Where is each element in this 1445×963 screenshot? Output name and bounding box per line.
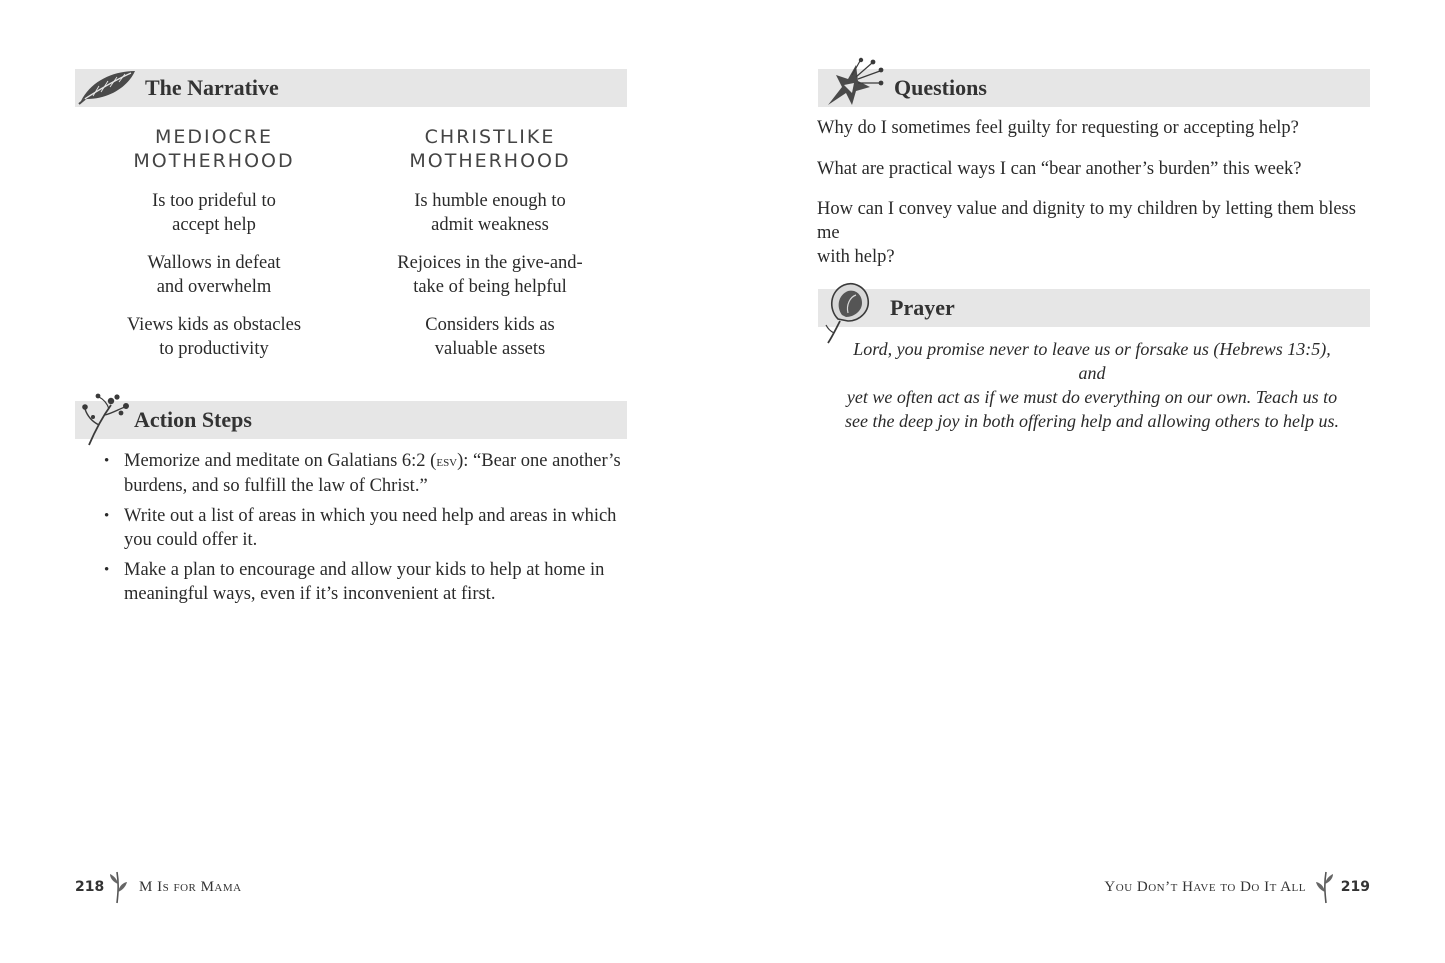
item-line: Wallows in defeat [147,253,281,273]
christlike-item [370,313,610,361]
item-line: Is too prideful to [152,191,276,211]
mediocre-motherhood-heading [94,125,334,173]
item-line: you could offer it. [124,530,258,550]
bullet-icon: • [104,508,110,524]
action-steps-title: Action Steps [134,407,252,432]
text-span: ): “Bear one another’s [457,451,621,471]
item-line: Is humble enough to [414,191,566,211]
page-number: 218 [75,879,105,895]
esv-abbrev: esv [436,454,458,470]
christlike-motherhood-heading [370,125,610,173]
list-item [104,449,624,498]
list-item [104,504,624,552]
narrative-section-bar [75,69,627,107]
questions-title: Questions [894,75,987,100]
col2-heading-line2: MOTHERHOOD [409,150,571,172]
prayer-section-bar [818,289,1370,327]
berry-branch-icon [81,391,131,447]
item-line: take of being helpful [413,277,567,297]
question-item [817,197,1377,269]
item-line: Views kids as obstacles [126,315,302,335]
right-page [722,0,1445,963]
mediocre-item [94,189,334,237]
prayer-title: Prayer [890,295,955,320]
item-line: burdens, and so fulfill the law of Christ.” [124,476,428,496]
list-item [104,558,624,606]
item-line: Considers kids as [425,315,555,335]
right-footer [1062,876,1372,904]
christlike-item [370,189,610,237]
item-line: to productivity [159,339,269,359]
questions-section-bar [818,69,1370,107]
page-number: 219 [1340,879,1370,895]
question-line: How can I convey value and dignity to my children by letting them bless me [817,199,1356,243]
col1-heading-line1: MEDIOCRE [154,126,274,148]
item-line [124,449,624,474]
prayer-line: Lord, you promise never to leave us or forsake us (Hebrews 13:5), and [853,339,1331,383]
item-line: Rejoices in the give-and- [397,253,583,273]
action-steps-section-bar [75,401,627,439]
question-item [817,157,1377,181]
narrative-title: The Narrative [145,75,279,100]
item-line: Make a plan to encourage and allow your kids to help at home in [124,560,605,580]
text-span: Memorize and meditate on Galatians 6:2 ( [124,451,437,471]
left-footer [75,876,375,904]
action-steps-list [104,449,624,612]
item-line: meaningful ways, even if it’s inconvenient at first. [124,584,496,604]
left-page [0,0,722,963]
item-line: Write out a list of areas in which you need help and areas in which [124,506,617,526]
tulip-flower-icon [824,279,880,345]
flower-burst-icon [822,57,888,109]
question-item [817,116,1377,140]
question-line: with help? [817,247,895,267]
item-line: accept help [172,215,256,235]
mediocre-item [94,313,334,361]
bullet-icon: • [104,562,110,578]
prayer-line: see the deep joy in both offering help and allowing others to help us. [845,411,1339,431]
item-line: and overwhelm [156,277,272,297]
prayer-line: yet we often act as if we must do everything on our own. Teach us to [846,387,1338,407]
sprig-ornament-icon [1314,868,1336,904]
col2-heading-line1: CHRISTLIKE [424,126,556,148]
sprig-ornament-icon [107,868,129,904]
item-line: valuable assets [434,339,546,359]
col1-heading-line2: MOTHERHOOD [133,150,295,172]
running-head: M Is for Mama [139,879,242,895]
feather-leaf-icon [77,69,137,105]
question-line: Why do I sometimes feel guilty for requesting or accepting help? [817,118,1299,138]
mediocre-item [94,251,334,299]
running-head: You Don’t Have to Do It All [1104,879,1306,895]
bullet-icon: • [104,453,110,469]
question-line: What are practical ways I can “bear another’s burden” this week? [817,159,1302,179]
prayer-text [842,337,1342,433]
christlike-item [370,251,610,299]
item-line: admit weakness [431,215,549,235]
